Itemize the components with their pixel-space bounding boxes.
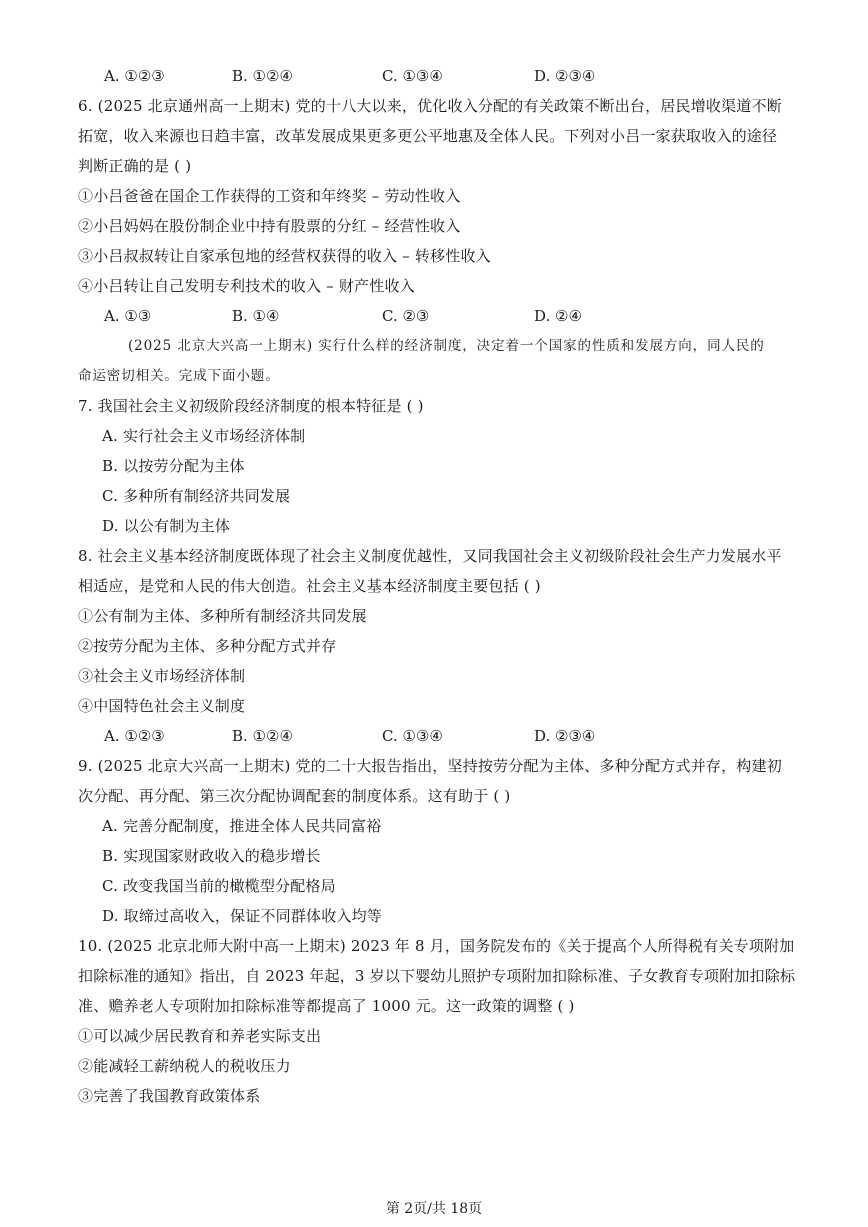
option-c: C. ①③④ bbox=[382, 67, 443, 85]
q7-option-d: D. 以公有制为主体 bbox=[102, 517, 231, 535]
option-d: D. ②④ bbox=[534, 307, 582, 325]
q7-option-b: B. 以按劳分配为主体 bbox=[102, 457, 245, 475]
q10-stem-line-1: 10. (2025 北京北师大附中高一上期末) 2023 年 8 月，国务院发布的《关于提高个人所得税有关专项附加 bbox=[78, 937, 795, 955]
q8-item-2: ②按劳分配为主体、多种分配方式并存 bbox=[78, 637, 337, 655]
q10-stem-line-3: 准、赡养老人专项附加扣除标准等都提高了 1000 元。这一政策的调整 ( ) bbox=[78, 997, 575, 1015]
q6-item-2: ②小吕妈妈在股份制企业中持有股票的分红 – 经营性收入 bbox=[78, 217, 461, 235]
q10-stem-line-2: 扣除标准的通知》指出，自 2023 年起，3 岁以下婴幼儿照护专项附加扣除标准、子女教育专项附加扣除标 bbox=[78, 967, 796, 985]
option-a: A. ①②③ bbox=[104, 727, 165, 745]
q6-stem-line-2: 拓宽，收入来源也日趋丰富，改革发展成果更多更公平地惠及全体人民。下列对小吕一家获取收入的途径 bbox=[78, 127, 778, 145]
q10-item-1: ①可以减少居民教育和养老实际支出 bbox=[78, 1027, 322, 1045]
q9-stem-line-2: 次分配、再分配、第三次分配协调配套的制度体系。这有助于 ( ) bbox=[78, 787, 511, 805]
q8-item-1: ①公有制为主体、多种所有制经济共同发展 bbox=[78, 607, 367, 625]
q8-item-4: ④中国特色社会主义制度 bbox=[78, 697, 246, 715]
q8-item-3: ③社会主义市场经济体制 bbox=[78, 667, 246, 685]
q9-option-a: A. 完善分配制度，推进全体人民共同富裕 bbox=[102, 817, 382, 835]
q5-options bbox=[0, 66, 868, 86]
option-b: B. ①②④ bbox=[232, 727, 293, 745]
q8-stem-line-1: 8. 社会主义基本经济制度既体现了社会主义制度优越性，又同我国社会主义初级阶段社会生产力发展水平 bbox=[78, 547, 782, 565]
q6-item-1: ①小吕爸爸在国企工作获得的工资和年终奖 – 劳动性收入 bbox=[78, 187, 461, 205]
q10-item-2: ②能减轻工薪纳税人的税收压力 bbox=[78, 1057, 291, 1075]
option-b: B. ①④ bbox=[232, 307, 280, 325]
q7-stem: 7. 我国社会主义初级阶段经济制度的根本特征是 ( ) bbox=[78, 397, 424, 415]
q9-option-d: D. 取缔过高收入，保证不同群体收入均等 bbox=[102, 907, 383, 925]
q6-stem-line-3: 判断正确的是 ( ) bbox=[78, 157, 192, 175]
q9-option-b: B. 实现国家财政收入的稳步增长 bbox=[102, 847, 321, 865]
option-c: C. ①③④ bbox=[382, 727, 443, 745]
option-a: A. ①②③ bbox=[104, 67, 165, 85]
q6-options bbox=[0, 306, 868, 326]
intro-line-1: (2025 北京大兴高一上期末) 实行什么样的经济制度，决定着一个国家的性质和发展方向，同人民的 bbox=[128, 338, 765, 354]
page-number: 第 2页/共 18页 bbox=[385, 1201, 483, 1217]
intro-line-2: 命运密切相关。完成下面小题。 bbox=[78, 368, 280, 384]
q6-item-3: ③小吕叔叔转让自家承包地的经营权获得的收入 – 转移性收入 bbox=[78, 247, 491, 265]
q9-option-c: C. 改变我国当前的橄榄型分配格局 bbox=[102, 877, 336, 895]
option-d: D. ②③④ bbox=[534, 67, 596, 85]
q9-stem-line-1: 9. (2025 北京大兴高一上期末) 党的二十大报告指出，坚持按劳分配为主体、多种分配方式并存，构建初 bbox=[78, 757, 782, 775]
option-b: B. ①②④ bbox=[232, 67, 293, 85]
q6-stem-line-1: 6. (2025 北京通州高一上期末) 党的十八大以来，优化收入分配的有关政策不断出台，居民增收渠道不断 bbox=[78, 97, 782, 115]
q6-item-4: ④小吕转让自己发明专利技术的收入 – 财产性收入 bbox=[78, 277, 415, 295]
q7-option-c: C. 多种所有制经济共同发展 bbox=[102, 487, 291, 505]
q7-option-a: A. 实行社会主义市场经济体制 bbox=[102, 427, 306, 445]
q10-item-3: ③完善了我国教育政策体系 bbox=[78, 1087, 261, 1105]
option-c: C. ②③ bbox=[382, 307, 430, 325]
q8-stem-line-2: 相适应，是党和人民的伟大创造。社会主义基本经济制度主要包括 ( ) bbox=[78, 577, 541, 595]
option-a: A. ①③ bbox=[104, 307, 152, 325]
option-d: D. ②③④ bbox=[534, 727, 596, 745]
q8-options bbox=[0, 726, 868, 746]
